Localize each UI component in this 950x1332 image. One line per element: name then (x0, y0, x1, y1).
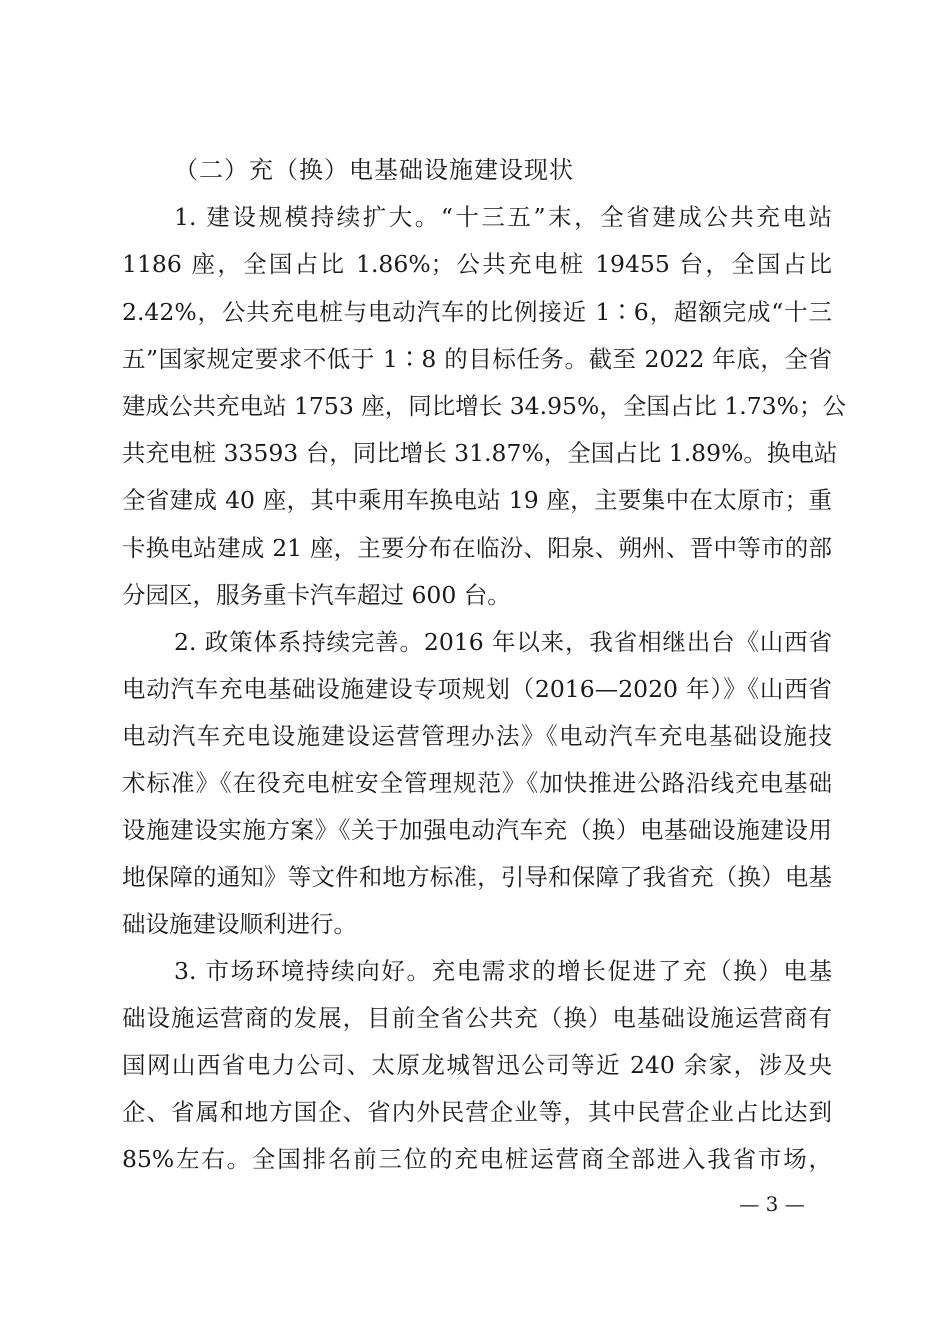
paragraph-line: 术标准》《在役充电桩安全管理规范》《加快推进公路沿线充电基础 (122, 769, 832, 797)
paragraph-line: 电动汽车充电设施建设运营管理办法》《电动汽车充电基础设施技 (122, 722, 832, 750)
paragraph-line: 五”国家规定要求不低于 1∶8 的目标任务。截至 2022 年底，全省 (122, 345, 832, 373)
paragraph-line: 卡换电站建成 21 座，主要分布在临汾、阳泉、朔州、晋中等市的部 (122, 534, 832, 562)
paragraph-line: 1. 建设规模持续扩大。“十三五”末，全省建成公共充电站 (174, 203, 832, 231)
paragraph-line: 础设施建设顺利进行。 (122, 910, 357, 938)
paragraph-line: 国网山西省电力公司、太原龙城智迅公司等近 240 余家，涉及央 (122, 1051, 832, 1079)
paragraph-line: 1186 座，全国占比 1.86%；公共充电桩 19455 台，全国占比 (122, 250, 832, 278)
paragraph-line: 3. 市场环境持续向好。充电需求的增长促进了充（换）电基 (174, 957, 832, 985)
paragraph-line: 分园区，服务重卡汽车超过 600 台。 (122, 581, 511, 609)
section-heading: （二）充（换）电基础设施建设现状 (174, 156, 574, 184)
paragraph-line: 2.42%，公共充电桩与电动汽车的比例接近 1∶6，超额完成“十三 (122, 298, 832, 326)
paragraph-line: 地保障的通知》等文件和地方标准，引导和保障了我省充（换）电基 (122, 863, 832, 891)
paragraph-line: 设施建设实施方案》《关于加强电动汽车充（换）电基础设施建设用 (122, 816, 832, 844)
paragraph-line: 企、省属和地方国企、省内外民营企业等，其中民营企业占比达到 (122, 1098, 832, 1126)
paragraph-line: 2. 政策体系持续完善。2016 年以来，我省相继出台《山西省 (174, 628, 832, 656)
paragraph-line: 共充电桩 33593 台，同比增长 31.87%，全国占比 1.89%。换电站 (122, 439, 838, 467)
paragraph-line: 础设施运营商的发展，目前全省公共充（换）电基础设施运营商有 (122, 1004, 832, 1032)
paragraph-line: 电动汽车充电基础设施建设专项规划（2016—2020 年）》《山西省 (122, 675, 832, 703)
paragraph-line: 85%左右。全国排名前三位的充电桩运营商全部进入我省市场， (122, 1145, 832, 1173)
paragraph-line: 建成公共充电站 1753 座，同比增长 34.95%，全国占比 1.73%；公 (122, 392, 846, 420)
page-number: — 3 — (739, 1192, 805, 1216)
paragraph-line: 全省建成 40 座，其中乘用车换电站 19 座，主要集中在太原市；重 (122, 486, 832, 514)
